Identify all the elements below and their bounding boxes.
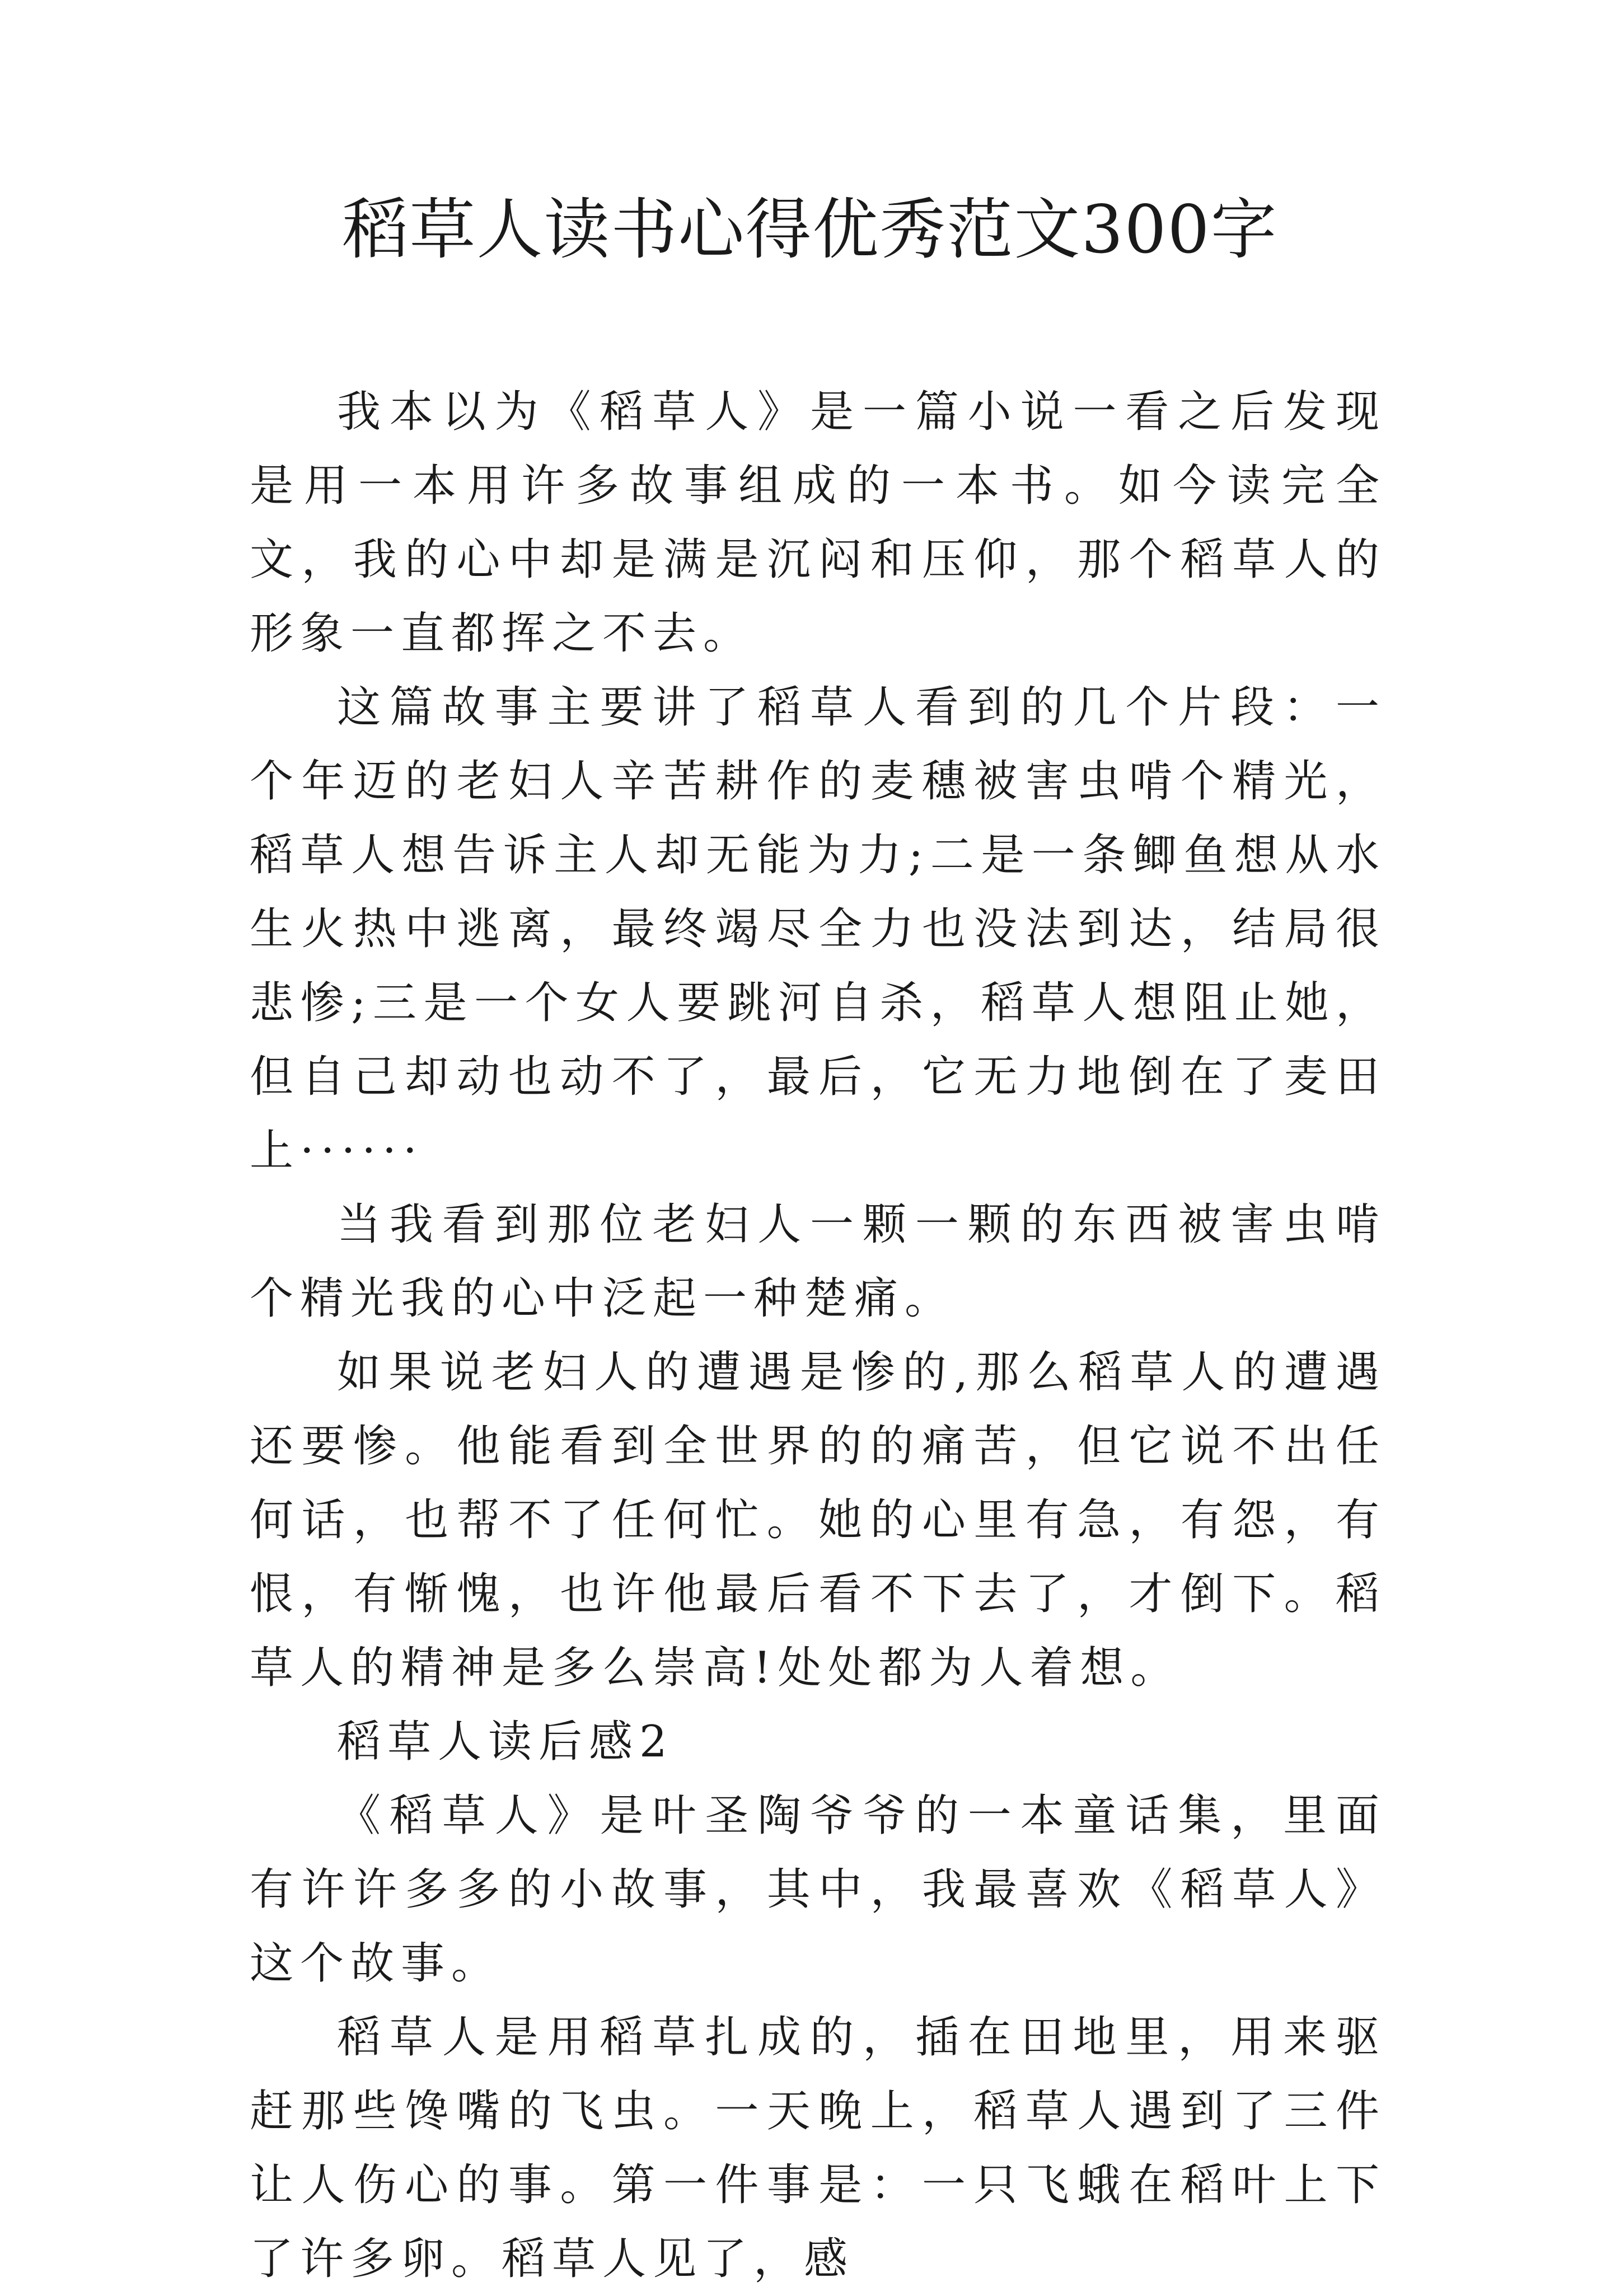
paragraph-1: 我本以为《稻草人》是一篇小说一看之后发现是用一本用许多故事组成的一本书。如今读完全文，我的心中却是满是沉闷和压仰，那个稻草人的形象一直都挥之不去。 [250, 387, 1386, 659]
paragraph-6: 稻草人是用稻草扎成的，插在田地里，用来驱赶那些馋嘴的飞虫。一天晚上，稻草人遇到了三件让人伤心的事。第一件事是：一只飞蛾在稻叶上下了许多卵。稻草人见了，感 [250, 2012, 1386, 2284]
section-heading: 稻草人读后感2 [337, 1717, 674, 1767]
paragraph-2: 这篇故事主要讲了稻草人看到的几个片段：一个年迈的老妇人辛苦耕作的麦穗被害虫啃个精光，稻草人想告诉主人却无能为力;二是一条鲫鱼想从水生火热中逃离，最终竭尽全力也没法到达，结局很悲惨;三是一个女人要跳河自杀，稻草人想阻止她，但自己却动也动不了，最后，它无力地倒在了麦田上······ [250, 682, 1386, 1176]
paragraph-4: 如果说老妇人的遭遇是惨的,那么稻草人的遭遇还要惨。他能看到全世界的的痛苦，但它说不出任何话，也帮不了任何忙。她的心里有急，有怨，有恨，有惭愧，也许他最后看不下去了，才倒下。稻草人的精神是多么崇高!处处都为人着想。 [250, 1347, 1386, 1693]
paragraph-3: 当我看到那位老妇人一颗一颗的东西被害虫啃个精光我的心中泛起一种楚痛。 [250, 1199, 1386, 1324]
document-body [250, 375, 1386, 2296]
document-title: 稻草人读书心得优秀范文300字 [342, 191, 1278, 268]
paragraph-5: 《稻草人》是叶圣陶爷爷的一本童话集，里面有许许多多的小故事，其中，我最喜欢《稻草人》这个故事。 [250, 1791, 1386, 1989]
